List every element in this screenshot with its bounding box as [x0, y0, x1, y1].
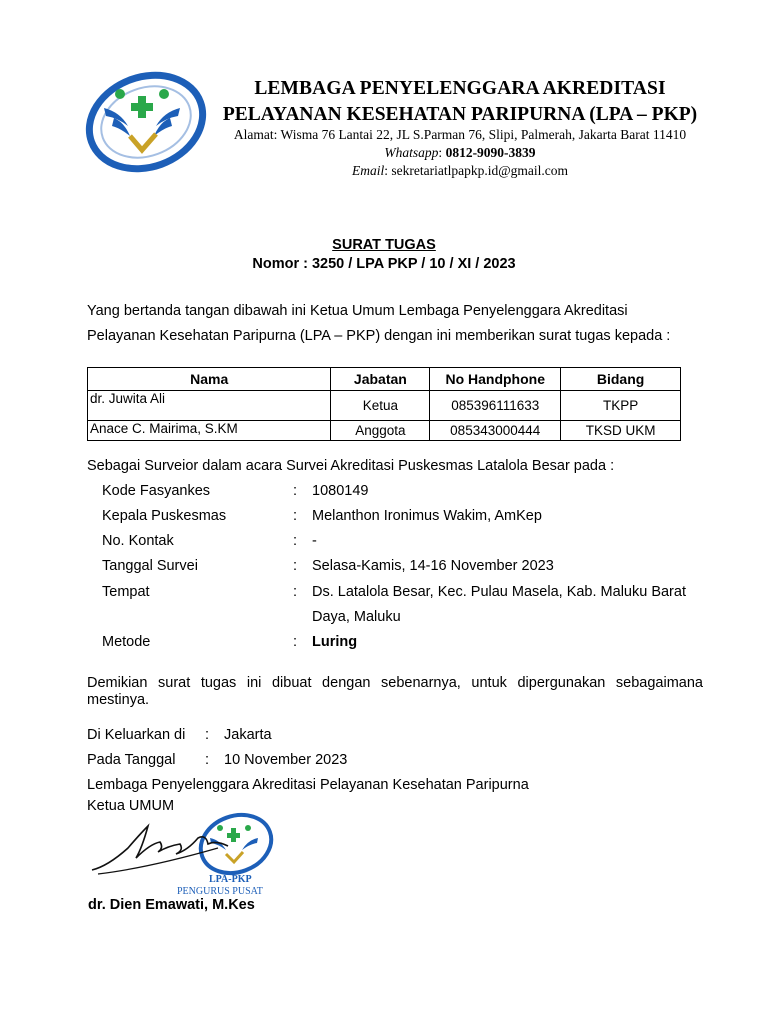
signer-name: dr. Dien Emawati, M.Kes [88, 897, 255, 913]
issued-value: Jakarta [224, 727, 272, 743]
label-method: Metode [102, 634, 151, 650]
colon: : [293, 634, 298, 650]
org-address: Alamat: Wisma 76 Lantai 22, JL S.Parman 76, Slipi, Palmerah, Jakarta Barat 11410 [233, 127, 687, 142]
intro-line-2: Pelayanan Kesehatan Paripurna (LPA – PKP) dengan ini memberikan surat tugas kepada : [87, 328, 671, 344]
cell-phone: 085396111633 [430, 391, 561, 421]
label-head: Kepala Puskesmas [102, 508, 227, 524]
table-row [88, 391, 681, 421]
closing-line-1: Demikian surat tugas ini dibuat dengan sebenarnya, untuk dipergunakan sebagaimana [87, 675, 703, 691]
intro-line-1: Yang bertanda tangan dibawah ini Ketua Umum Lembaga Penyelenggara Akreditasi [87, 303, 628, 319]
colon: : [293, 483, 298, 499]
cell-name: dr. Juwita Ali [88, 391, 331, 421]
col-header-name: Nama [88, 368, 331, 391]
value-contact: - [312, 533, 317, 549]
letter-title: SURAT TUGAS [332, 237, 436, 253]
stamp-line-1: LPA-PKP [209, 874, 252, 885]
label-place: Tempat [102, 584, 150, 600]
col-header-field: Bidang [561, 368, 681, 391]
cell-name: Anace C. Mairima, S.KM [88, 421, 331, 441]
value-survey-date: Selasa-Kamis, 14-16 November 2023 [312, 558, 554, 574]
org-name-line1: LEMBAGA PENYELENGGARA AKREDITASI [254, 78, 666, 99]
survey-intro: Sebagai Surveior dalam acara Survei Akreditasi Puskesmas Latalola Besar pada : [87, 458, 615, 474]
colon: : [293, 584, 298, 600]
cell-position: Ketua [331, 391, 430, 421]
org-email: Email: sekretariatlpapkp.id@gmail.com [351, 163, 569, 178]
colon: : [293, 508, 298, 524]
label-survey-date: Tanggal Survei [102, 558, 198, 574]
value-head: Melanthon Ironimus Wakim, AmKep [312, 508, 542, 524]
colon: : [293, 533, 298, 549]
assignment-table [87, 367, 681, 441]
colon: : [293, 558, 298, 574]
value-facility-code: 1080149 [312, 483, 369, 499]
value-place: Ds. Latalola Besar, Kec. Pulau Masela, Kab. Maluku Barat [312, 584, 686, 600]
col-header-position: Jabatan [331, 368, 430, 391]
date-value: 10 November 2023 [224, 752, 348, 768]
cell-field: TKSD UKM [561, 421, 681, 441]
org-full-name: Lembaga Penyelenggara Akreditasi Pelayanan Kesehatan Paripurna [87, 777, 529, 793]
label-contact: No. Kontak [102, 533, 174, 549]
org-whatsapp: Whatsapp: 0812-9090-3839 [384, 145, 536, 160]
closing-line-2: mestinya. [87, 692, 150, 708]
cell-position: Anggota [331, 421, 430, 441]
cell-phone: 085343000444 [430, 421, 561, 441]
signer-position: Ketua UMUM [87, 798, 175, 814]
signature-stamp [88, 808, 288, 898]
value-place-cont: Daya, Maluku [312, 609, 401, 625]
stamp-line-2: PENGURUS PUSAT [177, 886, 263, 897]
letter-number: Nomor : 3250 / LPA PKP / 10 / XI / 2023 [252, 256, 516, 272]
table-row [88, 421, 681, 441]
organization-logo [84, 66, 214, 174]
value-method: Luring [312, 634, 358, 650]
label-facility-code: Kode Fasyankes [102, 483, 211, 499]
table-header-row [88, 368, 681, 391]
email-address: sekretariatlpapkp.id@gmail.com [391, 163, 569, 178]
date-label: Pada Tanggal [87, 752, 176, 768]
issued-label: Di Keluarkan di [87, 727, 186, 743]
col-header-phone: No Handphone [430, 368, 561, 391]
colon: : [205, 752, 210, 768]
cell-field: TKPP [561, 391, 681, 421]
whatsapp-number: 0812-9090-3839 [445, 145, 536, 160]
colon: : [205, 727, 210, 743]
org-name-line2: PELAYANAN KESEHATAN PARIPURNA (LPA – PKP) [222, 104, 698, 125]
